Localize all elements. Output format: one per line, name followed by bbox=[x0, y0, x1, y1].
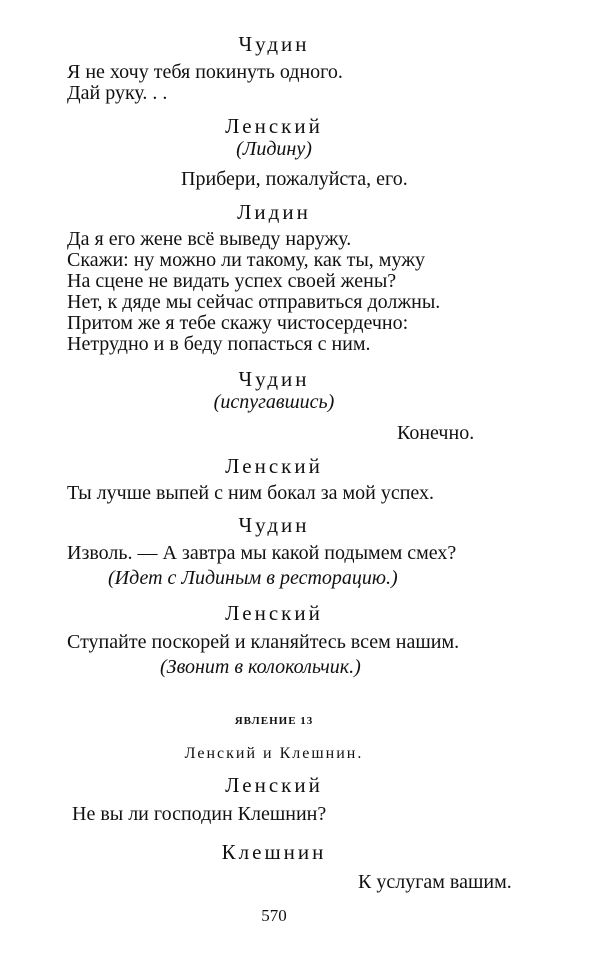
stage-direction: (Звонит в колокольчик.) bbox=[160, 656, 361, 678]
verse-line: Да я его жене всё выведу наружу. bbox=[67, 228, 352, 250]
verse-line: Дай руку. . . bbox=[67, 82, 168, 104]
verse-block bbox=[67, 229, 440, 355]
speaker-name: Чудин bbox=[238, 32, 310, 56]
verse-line: Не вы ли господин Клешнин? bbox=[72, 803, 327, 825]
scene-characters: Ленский и Клешнин. bbox=[184, 745, 364, 762]
speaker-name: Чудин bbox=[238, 513, 310, 537]
verse-line: Изволь. — А завтра мы какой подымем смех? bbox=[67, 542, 457, 564]
verse-line: Притом же я тебе скажу чистосердечно: bbox=[67, 312, 409, 334]
verse-line: Скажи: ну можно ли такому, как ты, мужу bbox=[67, 249, 426, 271]
verse-line: Я не хочу тебя покинуть одного. bbox=[67, 61, 343, 83]
verse-line: Нетрудно и в беду попасться с ним. bbox=[67, 333, 371, 355]
speaker-name: Ленский bbox=[225, 773, 323, 797]
speaker-name: Чудин bbox=[238, 367, 310, 391]
stage-direction: (Идет с Лидиным в ресторацию.) bbox=[108, 567, 398, 589]
verse-line: На сцене не видать успех своей жены? bbox=[67, 270, 397, 292]
page-number: 570 bbox=[261, 906, 287, 925]
speaker-name: Лидин bbox=[237, 200, 311, 224]
verse-line: Нет, к дяде мы сейчас отправиться должны. bbox=[67, 291, 441, 313]
speaker-name: Ленский bbox=[225, 601, 323, 625]
scene-heading: ЯВЛЕНИЕ 13 bbox=[234, 715, 314, 727]
speaker-name: Клешнин bbox=[221, 840, 327, 864]
stage-direction: (Лидину) bbox=[236, 138, 312, 160]
verse-line: Ты лучше выпей с ним бокал за мой успех. bbox=[67, 482, 435, 504]
speaker-name: Ленский bbox=[225, 454, 323, 478]
verse-line: Прибери, пожалуйста, его. bbox=[181, 168, 408, 190]
stage-direction: (испугавшись) bbox=[213, 391, 335, 413]
speaker-name: Ленский bbox=[225, 114, 323, 138]
verse-line: Конечно. bbox=[397, 422, 475, 444]
verse-block bbox=[67, 62, 343, 104]
verse-line: К услугам вашим. bbox=[358, 871, 512, 893]
verse-line: Ступайте поскорей и кланяйтесь всем нашим. bbox=[67, 631, 460, 653]
